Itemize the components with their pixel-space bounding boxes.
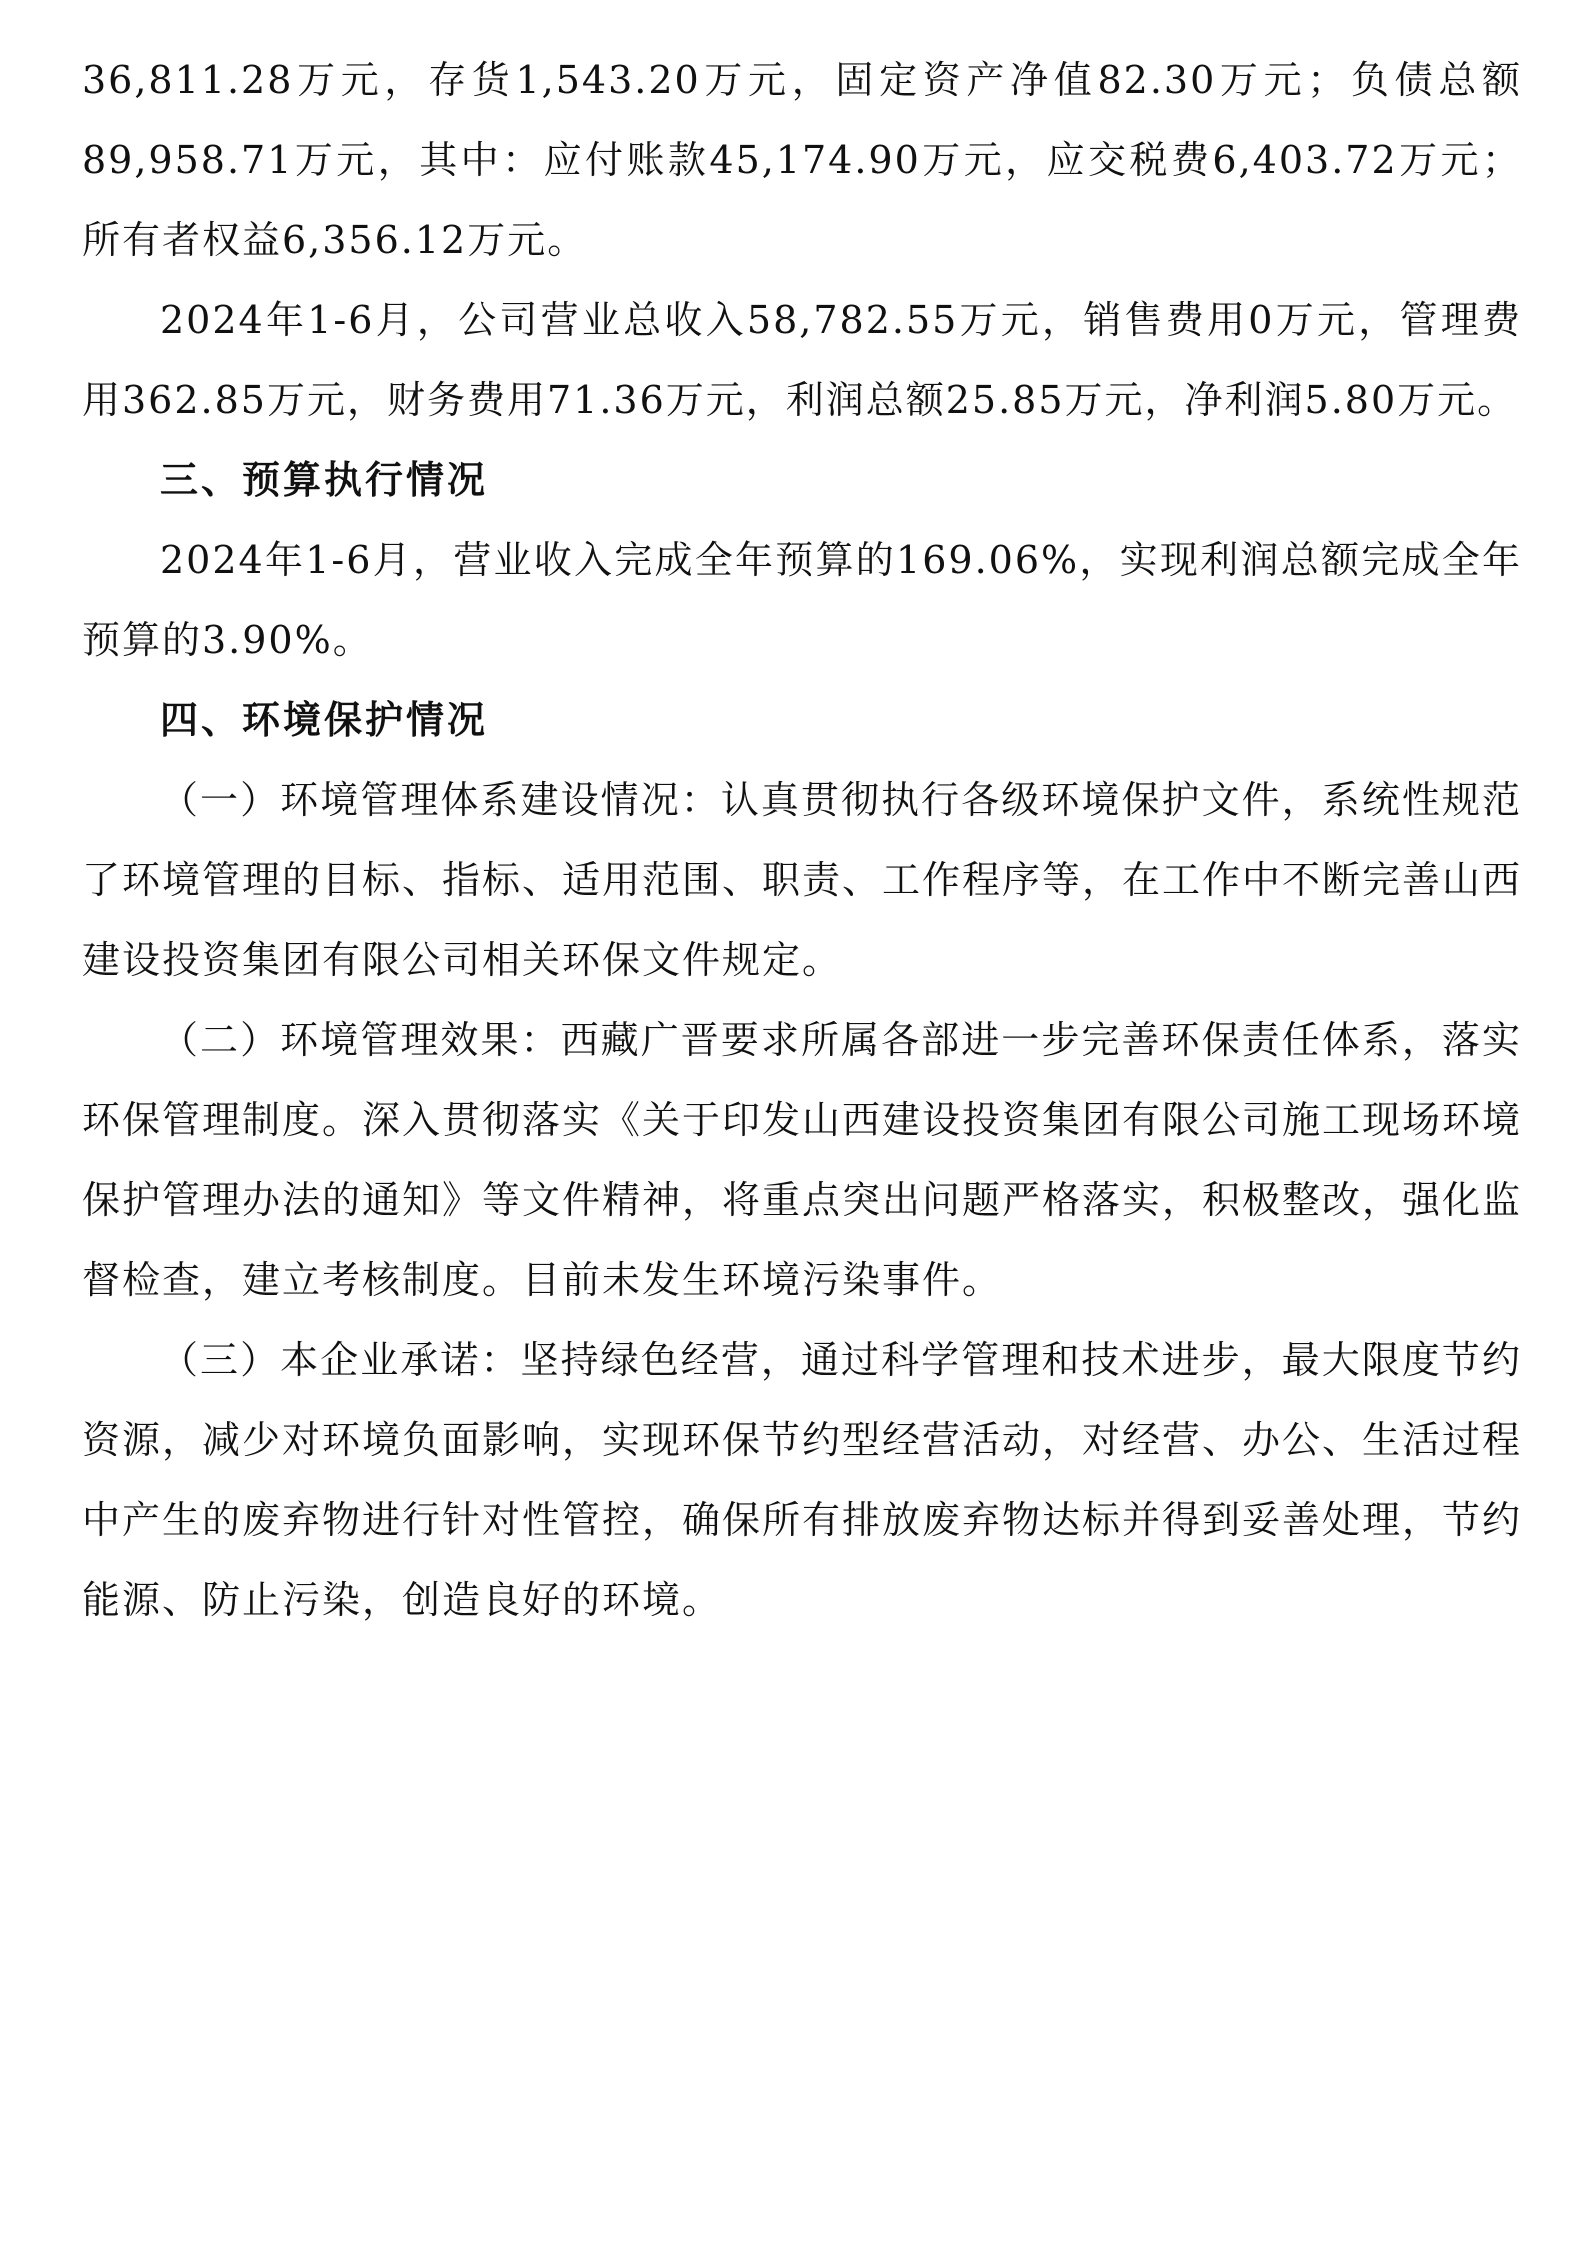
env-management-effect-paragraph: （二）环境管理效果：西藏广晋要求所属各部进一步完善环保责任体系，落实环保管理制度。深入贯彻落实《关于印发山西建设投资集团有限公司施工现场环境保护管理办法的通知》等文件精神，将重点突出问题严格落实，积极整改，强化监督检查，建立考核制度。目前未发生环境污染事件。 <box>82 1018 1523 1302</box>
document-body <box>82 40 1522 1640</box>
env-management-system-paragraph: （一）环境管理体系建设情况：认真贯彻执行各级环境保护文件，系统性规范了环境管理的目标、指标、适用范围、职责、工作程序等，在工作中不断完善山西建设投资集团有限公司相关环保文件规定。 <box>82 778 1523 982</box>
section-4-heading: 四、环境保护情况 <box>160 698 489 742</box>
income-statement-paragraph: 2024年1-6月，公司营业总收入58,782.55万元，销售费用0万元，管理费用362.85万元，财务费用71.36万元，利润总额25.85万元，净利润5.80万元。 <box>82 298 1522 422</box>
budget-execution-paragraph: 2024年1-6月，营业收入完成全年预算的169.06%，实现利润总额完成全年预算的3.90%。 <box>82 538 1522 662</box>
enterprise-commitment-paragraph: （三）本企业承诺：坚持绿色经营，通过科学管理和技术进步，最大限度节约资源，减少对环境负面影响，实现环保节约型经营活动，对经营、办公、生活过程中产生的废弃物进行针对性管控，确保所有排放废弃物达标并得到妥善处理，节约能源、防止污染，创造良好的环境。 <box>82 1338 1523 1622</box>
section-3-heading: 三、预算执行情况 <box>160 458 489 502</box>
balance-sheet-paragraph: 36,811.28万元，存货1,543.20万元，固定资产净值82.30万元；负债总额89,958.71万元，其中：应付账款45,174.90万元，应交税费6,403.72万元；所有者权益6,356.12万元。 <box>82 58 1522 262</box>
